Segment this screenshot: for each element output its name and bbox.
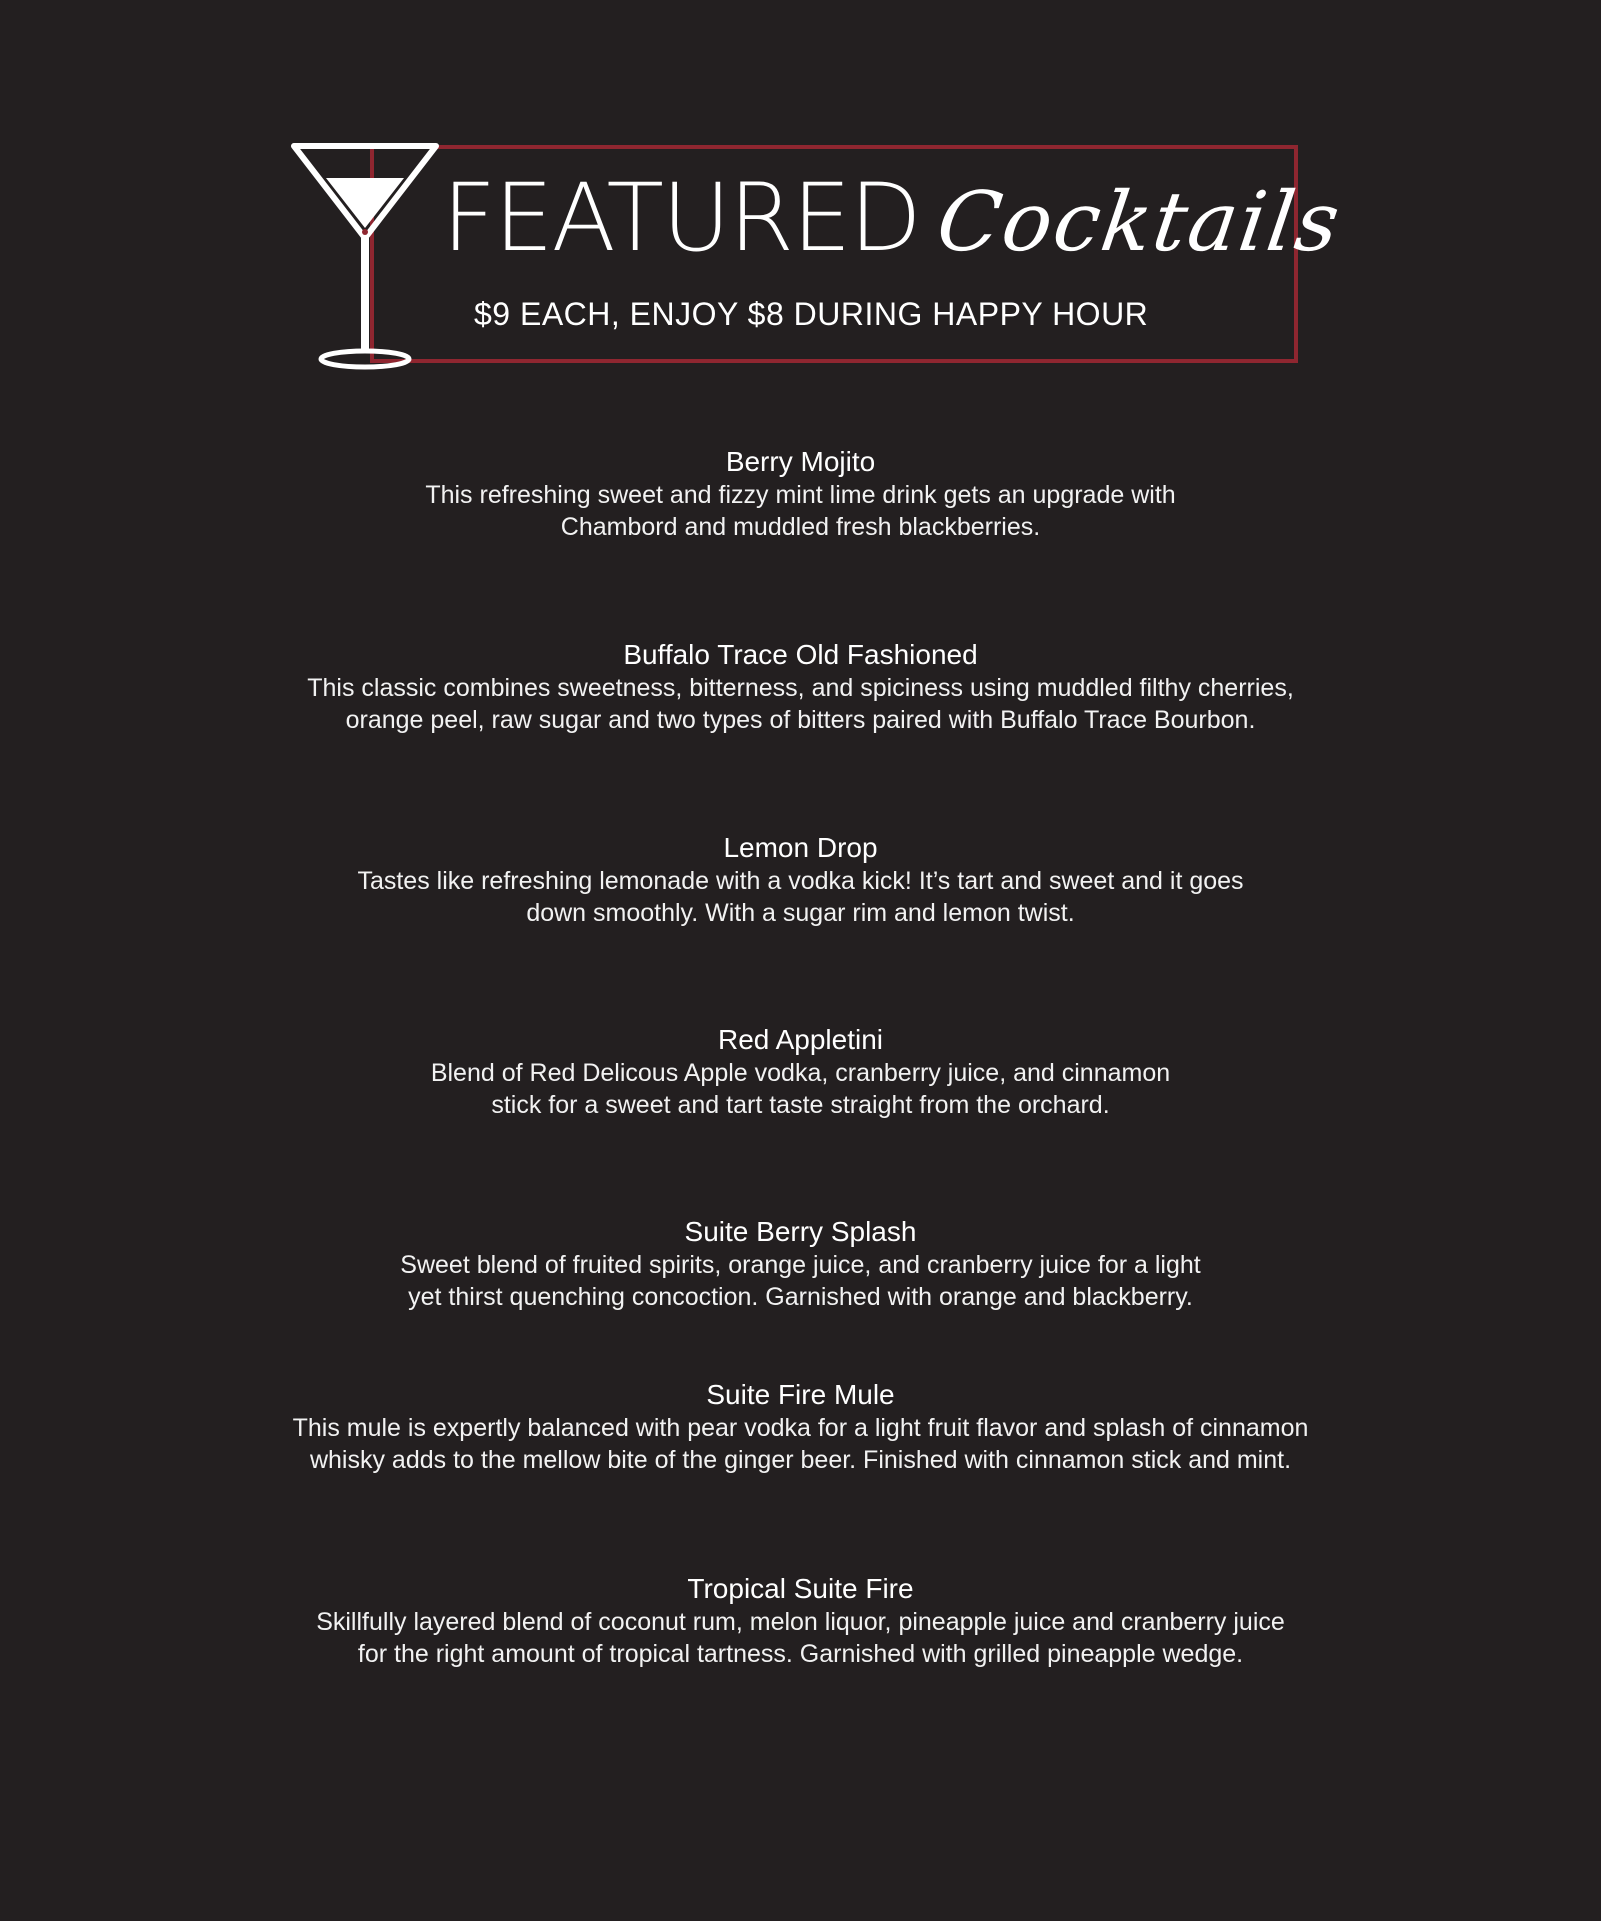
item-name: Tropical Suite Fire — [687, 1573, 914, 1604]
item-name: Red Appletini — [717, 1024, 883, 1055]
description-line: orange peel, raw sugar and two types of bitters paired with Buffalo Trace Bourbon. — [345, 706, 1256, 734]
item-description — [0, 672, 1601, 736]
menu-title — [442, 164, 1347, 273]
menu-item — [0, 1572, 1601, 1670]
description-line: whisky adds to the mellow bite of the ginger beer. Finished with cinnamon stick and mint. — [309, 1446, 1292, 1474]
description-line: Skillfully layered blend of coconut rum, melon liquor, pineapple juice and cranberry juice — [316, 1608, 1285, 1636]
item-name: Suite Fire Mule — [706, 1379, 895, 1410]
menu-item — [0, 445, 1601, 543]
item-description — [0, 479, 1601, 543]
menu-item — [0, 1378, 1601, 1476]
menu-item — [0, 638, 1601, 736]
item-description — [0, 1412, 1601, 1476]
item-description — [0, 1057, 1601, 1121]
description-line: for the right amount of tropical tartness. Garnished with grilled pineapple wedge. — [357, 1640, 1244, 1668]
menu-item — [0, 1215, 1601, 1313]
martini-glass-icon — [290, 142, 440, 370]
item-description — [0, 1606, 1601, 1670]
description-line: Blend of Red Delicous Apple vodka, cranberry juice, and cinnamon — [430, 1059, 1171, 1087]
item-description — [0, 1249, 1601, 1313]
title-cocktails: Cocktails — [931, 175, 1347, 270]
description-line: This mule is expertly balanced with pear vodka for a light fruit flavor and splash of cinnamon — [292, 1414, 1309, 1442]
description-line: yet thirst quenching concoction. Garnished with orange and blackberry. — [408, 1283, 1193, 1311]
item-name: Buffalo Trace Old Fashioned — [623, 639, 978, 670]
menu-item — [0, 1023, 1601, 1121]
menu-item — [0, 831, 1601, 929]
item-description — [0, 865, 1601, 929]
description-line: Chambord and muddled fresh blackberries. — [560, 513, 1041, 541]
description-line: stick for a sweet and tart taste straight from the orchard. — [491, 1091, 1110, 1119]
title-featured: FEATURED — [442, 164, 920, 273]
description-line: down smoothly. With a sugar rim and lemon twist. — [526, 899, 1075, 927]
description-line: This refreshing sweet and fizzy mint lime drink gets an upgrade with — [425, 481, 1176, 509]
menu-header — [290, 142, 1347, 372]
description-line: Sweet blend of fruited spirits, orange juice, and cranberry juice for a light — [400, 1251, 1201, 1279]
item-name: Suite Berry Splash — [684, 1216, 917, 1247]
item-name: Lemon Drop — [723, 832, 878, 863]
price-subtitle: $9 EACH, ENJOY $8 DURING HAPPY HOUR — [474, 296, 1149, 332]
item-name: Berry Mojito — [725, 446, 876, 477]
description-line: This classic combines sweetness, bitterness, and spiciness using muddled filthy cherries, — [307, 674, 1294, 702]
description-line: Tastes like refreshing lemonade with a vodka kick! It’s tart and sweet and it goes — [357, 867, 1244, 895]
